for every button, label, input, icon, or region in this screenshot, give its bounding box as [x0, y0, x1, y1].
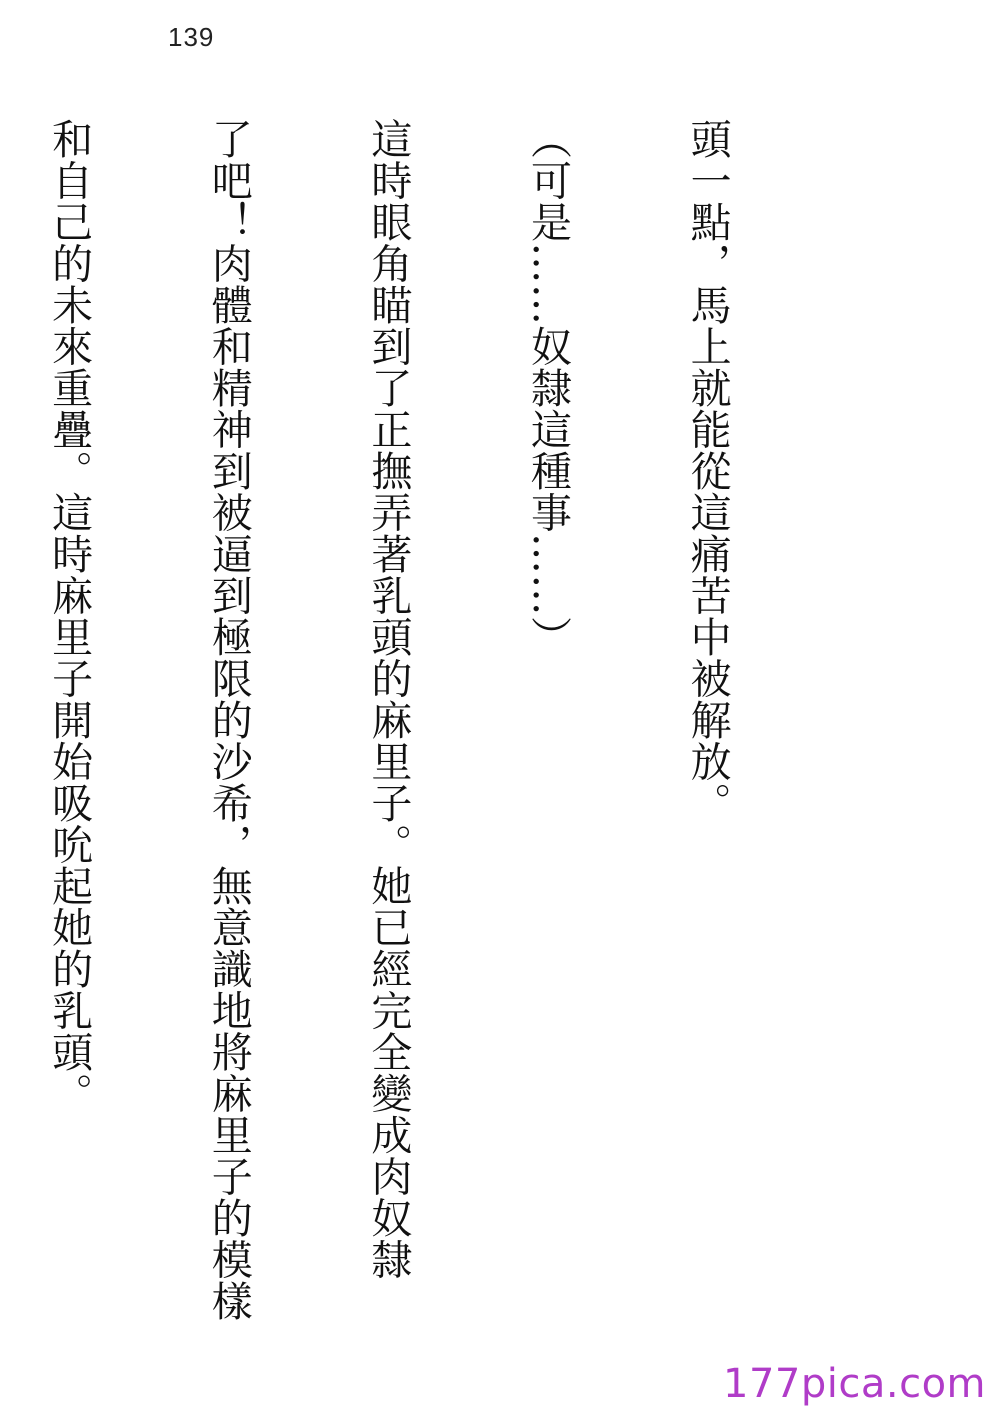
watermark-text: 177pica.com [723, 1361, 986, 1407]
vertical-text-body [0, 118, 840, 1348]
text-column: 這時眼角瞄到了正撫弄著乳頭的麻里子。她已經完全變成肉奴隸 [364, 118, 413, 1280]
text-column: 頭一點，馬上就能從這痛苦中被解放。 [683, 118, 732, 824]
text-column: 了吧！肉體和精神到被逼到極限的沙希，無意識地將麻里子的模樣 [204, 118, 253, 1322]
text-column: 和自己的未來重疊。這時麻里子開始吸吮起她的乳頭。 [45, 118, 94, 1114]
text-column: （可是……奴隸這種事……） [523, 118, 572, 658]
page-number: 139 [168, 22, 215, 52]
